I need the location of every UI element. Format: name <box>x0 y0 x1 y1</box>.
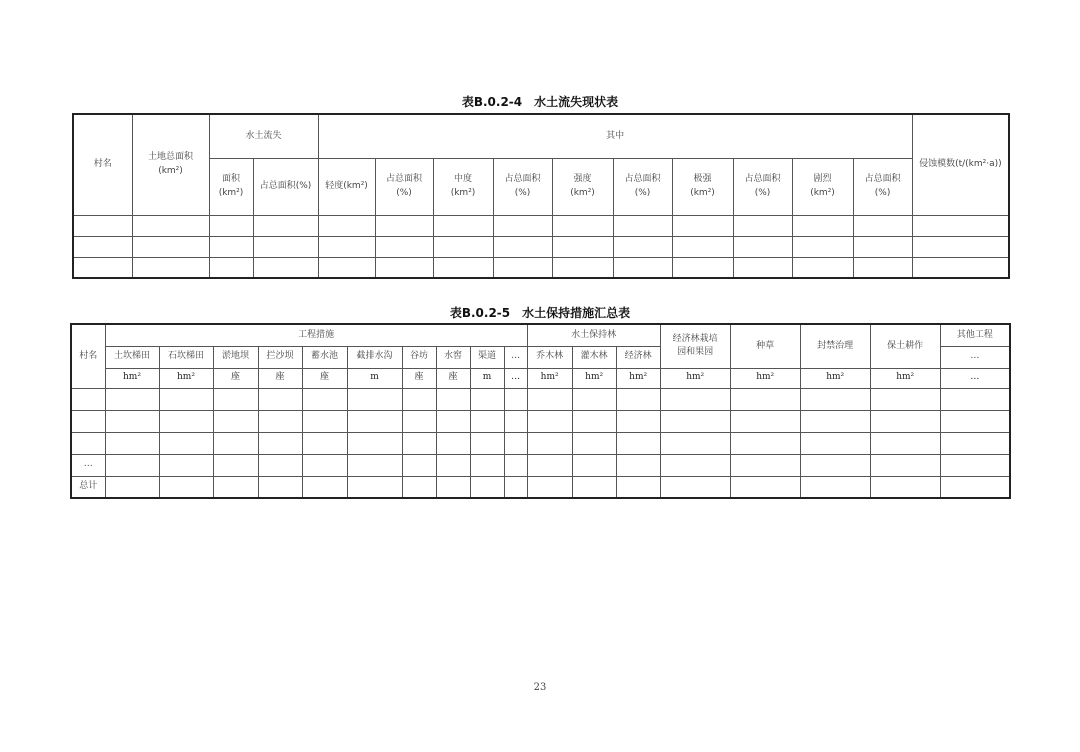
unit-cell: hm² <box>527 368 572 388</box>
table-cell[interactable] <box>105 388 159 410</box>
table-cell[interactable] <box>613 236 672 257</box>
table-cell[interactable] <box>493 215 552 236</box>
table-cell[interactable] <box>800 454 870 476</box>
table-cell[interactable] <box>433 257 493 278</box>
table-cell[interactable] <box>402 454 436 476</box>
table-cell[interactable] <box>613 215 672 236</box>
table-row <box>73 236 1009 257</box>
table-cell[interactable] <box>73 215 132 236</box>
table-cell[interactable] <box>912 236 1009 257</box>
table-cell[interactable] <box>527 454 572 476</box>
header-strong-pct-label: 占总面积 <box>624 174 661 184</box>
header-severe <box>792 158 853 215</box>
table-cell[interactable] <box>258 410 302 432</box>
unit-cell: 座 <box>213 368 258 388</box>
table-cell[interactable] <box>213 454 258 476</box>
unit-cell: hm² <box>105 368 159 388</box>
table-cell[interactable] <box>572 410 616 432</box>
header-mild-pct <box>375 158 433 215</box>
table-cell[interactable] <box>470 454 504 476</box>
header-land-total <box>132 114 209 215</box>
header-eng-item: 谷坊 <box>402 346 436 368</box>
table-cell[interactable] <box>302 388 347 410</box>
header-eng-item: … <box>504 346 527 368</box>
table-cell[interactable] <box>800 432 870 454</box>
header-eng-item: 淤地坝 <box>213 346 258 368</box>
table-cell[interactable] <box>318 236 375 257</box>
table2-caption: 表B.0.2-5 水土保持措施汇总表 <box>449 306 631 320</box>
row-label <box>71 432 105 454</box>
header-area <box>209 158 253 215</box>
table-cell[interactable] <box>436 454 470 476</box>
table-cell[interactable] <box>800 476 870 498</box>
table-cell[interactable] <box>402 388 436 410</box>
table-cell[interactable] <box>209 257 253 278</box>
header-area-label: 面积 <box>221 174 240 184</box>
unit-cell: hm² <box>616 368 660 388</box>
table-cell[interactable] <box>912 215 1009 236</box>
unit-cell: hm² <box>660 368 730 388</box>
table-cell[interactable] <box>436 388 470 410</box>
header-eng-item: 石坎梯田 <box>159 346 213 368</box>
header-village: 村名 <box>73 114 132 215</box>
soil-loss-status-table <box>72 113 1010 279</box>
table-cell[interactable] <box>733 215 792 236</box>
header-land-total-label: 土地总面积 <box>147 152 193 163</box>
soil-conservation-measures-table <box>70 323 1011 499</box>
table-cell[interactable] <box>436 432 470 454</box>
header-mild-pct-label: 占总面积 <box>386 174 423 184</box>
header-moderate-pct-label: 占总面积 <box>504 174 541 184</box>
header-economic-forest <box>660 324 730 368</box>
table-cell[interactable] <box>253 215 318 236</box>
header-strong <box>552 158 613 215</box>
table-cell[interactable] <box>436 476 470 498</box>
table-cell[interactable] <box>258 476 302 498</box>
table-cell[interactable] <box>470 432 504 454</box>
table-cell[interactable] <box>209 236 253 257</box>
table1-caption: 表B.0.2-4 水土流失现状表 <box>461 95 619 109</box>
table-cell[interactable] <box>504 432 527 454</box>
table-cell[interactable] <box>940 476 1010 498</box>
table-cell[interactable] <box>660 476 730 498</box>
table-cell[interactable] <box>493 257 552 278</box>
table-cell[interactable] <box>73 257 132 278</box>
unit-cell: hm² <box>800 368 870 388</box>
table-cell[interactable] <box>660 454 730 476</box>
header-moderate-label: 中度 <box>454 174 473 184</box>
table-row <box>71 388 1010 410</box>
header-eng-item: 水窖 <box>436 346 470 368</box>
table-cell[interactable] <box>347 432 402 454</box>
table-cell[interactable] <box>733 236 792 257</box>
table-cell[interactable] <box>940 454 1010 476</box>
table-cell[interactable] <box>302 410 347 432</box>
header-erosion-modulus: 侵蚀模数(t/(km²·a)) <box>912 114 1009 215</box>
header-moderate <box>433 158 493 215</box>
table-cell[interactable] <box>347 454 402 476</box>
unit-cell: hm² <box>572 368 616 388</box>
table-cell[interactable] <box>616 454 660 476</box>
table-cell[interactable] <box>870 388 940 410</box>
table-cell[interactable] <box>433 215 493 236</box>
table-cell[interactable] <box>436 410 470 432</box>
header-pct-area: 占总面积(%) <box>253 158 318 215</box>
table-cell[interactable] <box>660 432 730 454</box>
table-cell[interactable] <box>258 432 302 454</box>
table-row <box>73 257 1009 278</box>
table-cell[interactable] <box>527 476 572 498</box>
header-very-strong-label: 极强 <box>693 174 712 184</box>
unit-cell: 座 <box>436 368 470 388</box>
table-cell[interactable] <box>493 236 552 257</box>
header-eng-item: 渠道 <box>470 346 504 368</box>
table-cell[interactable] <box>940 432 1010 454</box>
table-cell[interactable] <box>132 257 209 278</box>
unit-cell: hm² <box>870 368 940 388</box>
header-severe-pct <box>853 158 912 215</box>
table-cell[interactable] <box>527 388 572 410</box>
header-forest-item: 乔木林 <box>527 346 572 368</box>
table-cell[interactable] <box>660 388 730 410</box>
unit-cell: m <box>347 368 402 388</box>
table-cell[interactable] <box>159 476 213 498</box>
header-strong-unit: (km²) <box>570 187 595 198</box>
header-very-strong-unit: (km²) <box>690 187 715 198</box>
table-cell[interactable] <box>616 410 660 432</box>
table-cell[interactable] <box>800 388 870 410</box>
table-cell[interactable] <box>375 236 433 257</box>
header-forest-item: 灌木林 <box>572 346 616 368</box>
unit-cell: hm² <box>730 368 800 388</box>
row-label <box>71 410 105 432</box>
table-cell[interactable] <box>318 215 375 236</box>
header-very-strong-pct-label: 占总面积 <box>744 174 781 184</box>
header-among: 其中 <box>318 114 912 158</box>
table-cell[interactable] <box>470 410 504 432</box>
table-cell[interactable] <box>730 410 800 432</box>
table-cell[interactable] <box>433 236 493 257</box>
table-cell[interactable] <box>159 454 213 476</box>
table-cell[interactable] <box>159 410 213 432</box>
table-cell[interactable] <box>258 454 302 476</box>
header-very-strong <box>672 158 733 215</box>
page-number: 23 <box>533 682 547 693</box>
header-very-strong-pct-unit: (%) <box>754 187 771 198</box>
table-cell[interactable] <box>375 215 433 236</box>
header-engineering: 工程措施 <box>105 324 527 346</box>
table-cell[interactable] <box>572 454 616 476</box>
unit-cell: 座 <box>402 368 436 388</box>
table-cell[interactable] <box>870 432 940 454</box>
table-cell[interactable] <box>940 410 1010 432</box>
table-row <box>71 454 1010 476</box>
table-cell[interactable] <box>552 257 613 278</box>
table-cell[interactable] <box>318 257 375 278</box>
table-cell[interactable] <box>213 432 258 454</box>
table-cell[interactable] <box>912 257 1009 278</box>
table-cell[interactable] <box>672 236 733 257</box>
table-cell[interactable] <box>552 215 613 236</box>
table-row <box>71 432 1010 454</box>
table-cell[interactable] <box>616 388 660 410</box>
table-cell[interactable] <box>302 454 347 476</box>
header-very-strong-pct <box>733 158 792 215</box>
header-mild: 轻度(km²) <box>318 158 375 215</box>
header-strong-pct-unit: (%) <box>634 187 651 198</box>
unit-cell: … <box>940 368 1010 388</box>
table-cell[interactable] <box>792 215 853 236</box>
table-cell[interactable] <box>504 454 527 476</box>
unit-cell: … <box>504 368 527 388</box>
table-cell[interactable] <box>853 236 912 257</box>
header-strong-label: 强度 <box>573 174 592 184</box>
table-cell[interactable] <box>672 215 733 236</box>
table-cell[interactable] <box>527 432 572 454</box>
header-soil-loss: 水土流失 <box>209 114 318 158</box>
header-severe-pct-label: 占总面积 <box>864 174 901 184</box>
table-cell[interactable] <box>132 215 209 236</box>
table-cell[interactable] <box>504 388 527 410</box>
unit-cell: m <box>470 368 504 388</box>
table-row-total <box>71 476 1010 498</box>
table-cell[interactable] <box>853 215 912 236</box>
table-cell[interactable] <box>504 476 527 498</box>
table-cell[interactable] <box>213 476 258 498</box>
unit-cell: 座 <box>302 368 347 388</box>
header-land-total-unit: (km²) <box>158 165 183 176</box>
table-cell[interactable] <box>470 388 504 410</box>
table-cell[interactable] <box>105 454 159 476</box>
table-cell[interactable] <box>302 476 347 498</box>
table-cell[interactable] <box>792 236 853 257</box>
header-moderate-pct-unit: (%) <box>514 187 531 198</box>
table-cell[interactable] <box>792 257 853 278</box>
table-cell[interactable] <box>672 257 733 278</box>
header-moderate-pct <box>493 158 552 215</box>
header-severe-label: 剧烈 <box>813 174 832 184</box>
table-cell[interactable] <box>213 410 258 432</box>
table-cell[interactable] <box>853 257 912 278</box>
header-other: 其他工程 <box>940 324 1010 346</box>
header-severe-pct-unit: (%) <box>874 187 891 198</box>
table-cell[interactable] <box>402 476 436 498</box>
table-cell[interactable] <box>616 476 660 498</box>
header-mild-pct-unit: (%) <box>396 187 412 198</box>
table-cell[interactable] <box>870 410 940 432</box>
table-cell[interactable] <box>730 476 800 498</box>
table-cell[interactable] <box>105 432 159 454</box>
table-cell[interactable] <box>347 476 402 498</box>
table-cell[interactable] <box>572 388 616 410</box>
header-village: 村名 <box>71 324 105 388</box>
unit-cell: hm² <box>159 368 213 388</box>
header-tillage: 保土耕作 <box>870 324 940 368</box>
table-cell[interactable] <box>105 410 159 432</box>
table-cell[interactable] <box>613 257 672 278</box>
table-cell[interactable] <box>940 388 1010 410</box>
table-cell[interactable] <box>253 236 318 257</box>
table-cell[interactable] <box>258 388 302 410</box>
row-label <box>71 388 105 410</box>
header-grass: 种草 <box>730 324 800 368</box>
table-cell[interactable] <box>73 236 132 257</box>
table-cell[interactable] <box>402 432 436 454</box>
table-cell[interactable] <box>213 388 258 410</box>
row-label: … <box>71 454 105 476</box>
table-cell[interactable] <box>870 454 940 476</box>
table-cell[interactable] <box>800 410 870 432</box>
table-row <box>73 215 1009 236</box>
header-economic-forest-line1: 经济林栽培 <box>672 333 718 344</box>
table-cell[interactable] <box>870 476 940 498</box>
table-cell[interactable] <box>159 388 213 410</box>
header-eng-item: 蓄水池 <box>302 346 347 368</box>
table-cell[interactable] <box>347 388 402 410</box>
table-cell[interactable] <box>347 410 402 432</box>
header-forest-item: 经济林 <box>616 346 660 368</box>
table-cell[interactable] <box>733 257 792 278</box>
table-cell[interactable] <box>253 257 318 278</box>
table-cell[interactable] <box>616 432 660 454</box>
table-cell[interactable] <box>132 236 209 257</box>
table-cell[interactable] <box>402 410 436 432</box>
table-cell[interactable] <box>730 388 800 410</box>
header-eng-item: 拦沙坝 <box>258 346 302 368</box>
table-cell[interactable] <box>572 432 616 454</box>
header-severe-unit: (km²) <box>810 187 835 198</box>
header-area-unit: (km²) <box>218 187 244 198</box>
table-cell[interactable] <box>552 236 613 257</box>
header-conservation-forest: 水土保持林 <box>527 324 660 346</box>
header-moderate-unit: (km²) <box>450 187 476 198</box>
row-label-total: 总计 <box>71 476 105 498</box>
header-strong-pct <box>613 158 672 215</box>
table-cell[interactable] <box>302 432 347 454</box>
table-cell[interactable] <box>730 432 800 454</box>
header-eng-item: 土坎梯田 <box>105 346 159 368</box>
header-closure: 封禁治理 <box>800 324 870 368</box>
table-cell[interactable] <box>730 454 800 476</box>
table-cell[interactable] <box>527 410 572 432</box>
header-other-item: … <box>940 346 1010 368</box>
table-cell[interactable] <box>375 257 433 278</box>
table-cell[interactable] <box>470 476 504 498</box>
table-cell[interactable] <box>105 476 159 498</box>
table-cell[interactable] <box>572 476 616 498</box>
unit-cell: 座 <box>258 368 302 388</box>
table-cell[interactable] <box>159 432 213 454</box>
table-row <box>71 410 1010 432</box>
table-cell[interactable] <box>209 215 253 236</box>
table-cell[interactable] <box>504 410 527 432</box>
header-economic-forest-line2: 园和果园 <box>677 347 714 358</box>
table-cell[interactable] <box>660 410 730 432</box>
header-eng-item: 截排水沟 <box>347 346 402 368</box>
